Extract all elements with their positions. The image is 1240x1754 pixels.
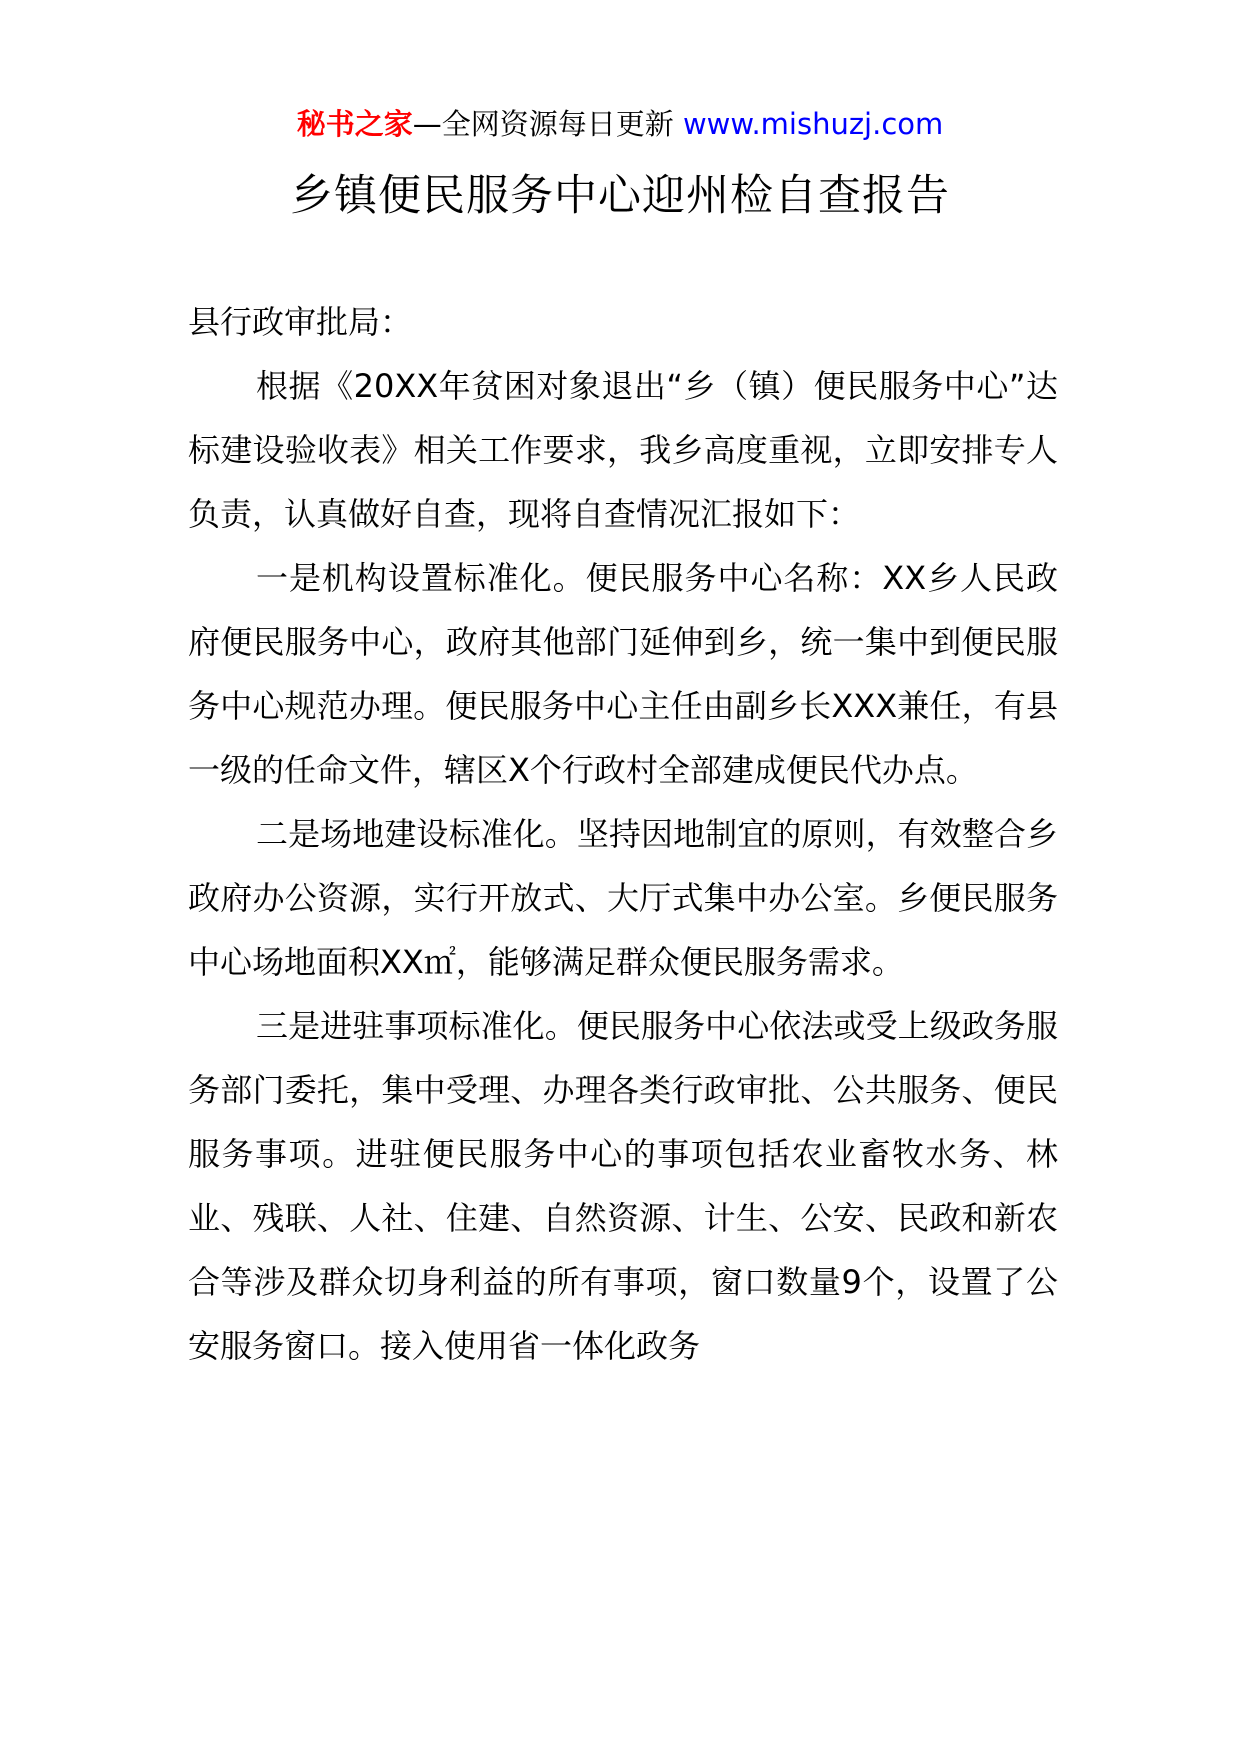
site-header [0, 100, 1240, 148]
brand-name: 秘书之家 [296, 107, 413, 141]
paragraph-venue: 二是场地建设标准化。坚持因地制宜的原则，有效整合乡政府办公资源，实行开放式、大厅式集中办公室。乡便民服务中心场地面积XX㎡，能够满足群众便民服务需求。 [188, 815, 1058, 981]
header-tagline: —全网资源每日更新 [412, 107, 674, 141]
salutation: 县行政审批局： [188, 303, 413, 341]
site-url-link[interactable]: www.mishuzj.com [682, 107, 944, 141]
document-body [188, 290, 1058, 1378]
paragraph-services: 三是进驻事项标准化。便民服务中心依法或受上级政务服务部门委托，集中受理、办理各类行政审批、公共服务、便民服务事项。进驻便民服务中心的事项包括农业畜牧水务、林业、残联、人社、住建、自然资源、计生、公安、民政和新农合等涉及群众切身利益的所有事项，窗口数量9个，设置了公安服务窗口。接入使用省一体化政务 [188, 1007, 1058, 1365]
paragraph-organization: 一是机构设置标准化。便民服务中心名称：XX乡人民政府便民服务中心，政府其他部门延伸到乡，统一集中到便民服务中心规范办理。便民服务中心主任由副乡长XXX兼任，有县一级的任命文件，辖区X个行政村全部建成便民代办点。 [188, 559, 1058, 789]
document-title: 乡镇便民服务中心迎州检自查报告 [290, 171, 950, 221]
paragraph-intro: 根据《20XX年贫困对象退出“乡（镇）便民服务中心”达标建设验收表》相关工作要求，我乡高度重视，立即安排专人负责，认真做好自查，现将自查情况汇报如下： [188, 367, 1058, 533]
